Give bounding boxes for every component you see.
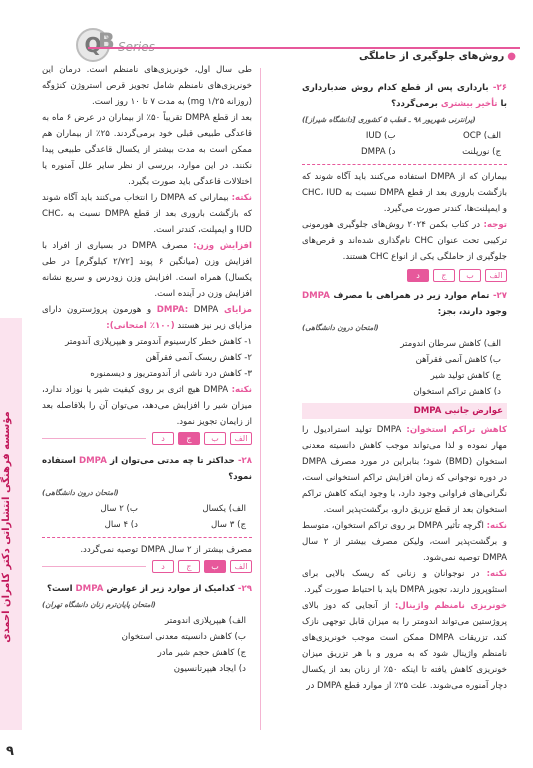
chapter-title <box>359 51 516 62</box>
logo-q-circle: Q <box>76 28 110 62</box>
divider-line <box>42 566 146 567</box>
option-a: الف) یکسال <box>202 504 246 514</box>
note-text: DMPA هیچ اثری بر روی کیفیت شیر یا نوزاد ندارد، میزان شیر را افزایش می‌دهد، می‌توان آن را بلافاصله بعد از زایمان تجویز نمود. <box>42 385 252 427</box>
answer-c: ج <box>433 269 455 282</box>
exam-tag: (۱۰۰٪ امتحانی): <box>106 321 175 331</box>
question-source: (پرانترنی شهریور ۹۸ ـ قطب ۵ کشوری [دانشگاه شیراز]) <box>302 115 476 124</box>
option-c: ج) ۳ سال <box>210 520 246 530</box>
subheading-label: مزایای DMPA: <box>156 305 252 315</box>
logo-series-text: Series <box>118 40 155 54</box>
answer-bar <box>42 432 252 445</box>
note-paragraph <box>302 518 507 566</box>
divider-line <box>42 438 146 439</box>
option-a: الف) OCP <box>463 131 501 141</box>
subheading-label: کاهش تراکم استخوان: <box>406 425 507 435</box>
answer-d-correct: د <box>407 269 429 282</box>
answer-row <box>152 432 252 445</box>
option-b: ب) IUD <box>365 131 396 141</box>
bullet-icon: ● <box>507 51 516 62</box>
option-c: ج) کاهش تولید شیر <box>430 371 501 381</box>
answer-row <box>152 560 252 573</box>
right-column <box>302 80 507 694</box>
paragraph-text: از آنجایی که دوز بالای پروژستین می‌تواند اندومتر را به میزان قابل توجهی نازک کند، تزریقات DMPA ممکن است موجب خونریزی‌های نامنظم واژینال شود که به مرور و با هر تزریق میزان خونریزی کاهش یافته تا اینکه ۵۰٪ از زنان بعد از یکسال دچار آمنوره می‌شوند. علت ۲۵٪ از موارد قطع DMPA در <box>302 601 507 691</box>
answer-row <box>302 269 507 282</box>
paragraph: بعد از قطع DMPA تقریباً ۵۰٪ از بیماران در عرض ۶ ماه به قاعدگی طبیعی قبلی خود برمی‌گردند. ۲۵٪ از بیماران هم ممکن است به مدت بیشتر از یکسال قاعدگی طبیعی پیدا نکنند. در این موارد، بررسی از نظر سایر علل آمنوره یا اختلالات قاعدگی باید صورت بگیرد. <box>42 113 253 187</box>
option-a: الف) هیپرپلازی اندومتر <box>165 616 246 626</box>
note-label: نکته: <box>486 521 507 531</box>
answer-d: د <box>152 432 174 445</box>
answer-b: ب <box>459 269 481 282</box>
note-label: نکته: <box>231 193 253 203</box>
question-number: ۲۸- <box>237 456 253 466</box>
advantages-paragraph <box>42 302 252 334</box>
option-c: ج) کاهش حجم شیر مادر <box>157 648 246 658</box>
explanation-paragraph: مصرف بیشتر از ۲ سال DMPA توصیه نمی‌گردد. <box>80 545 252 555</box>
separator <box>302 164 507 165</box>
list-item: ۲- کاهش ریسک آنمی فقرآهن <box>145 353 252 363</box>
chapter-title-text: روش‌های جلوگیری از حاملگی <box>359 51 505 62</box>
option-c: ج) نورپلنت <box>462 147 501 157</box>
note-paragraph <box>42 382 252 430</box>
question-text: تمام موارد زیر در همراهی با مصرف <box>333 291 490 301</box>
question-source: (امتحان درون دانشگاهی) <box>42 488 119 497</box>
option-d: د) کاهش تراکم استخوان <box>413 387 501 397</box>
option-b: ب) ۲ سال <box>100 504 138 514</box>
note-paragraph <box>302 217 507 265</box>
publisher-vertical-text: مؤسسه فرهنگی انتشاراتی دکتر کامران احمدی <box>1 411 12 643</box>
option-d: د) DMPA <box>361 147 396 157</box>
list-item: ۳- کاهش درد ناشی از آندومتریوز و دیسمنوره <box>90 369 252 379</box>
question-27-options <box>302 336 507 400</box>
option-b: ب) کاهش دانسیته معدنی استخوان <box>121 632 246 642</box>
question-26-title <box>302 80 507 112</box>
question-27-title <box>302 288 507 320</box>
subheading-label: خونریزی نامنظم واژینال: <box>394 601 508 611</box>
answer-b: ب <box>204 432 226 445</box>
question-text: وجود دارند، بجز: <box>437 307 507 317</box>
question-text: کدامیک از موارد زیر از عوارض <box>106 584 235 594</box>
answer-a: الف <box>485 269 507 282</box>
question-29-options <box>42 613 252 677</box>
question-highlight: تأخیر بیشتری <box>440 99 498 109</box>
page-number: ۹ <box>6 744 14 759</box>
section-heading-side-effects: عوارض جانبی DMPA <box>302 403 507 419</box>
question-highlight: DMPA <box>75 584 104 594</box>
question-text: استفاده نمود؟ <box>42 456 252 482</box>
question-highlight: DMPA <box>79 456 107 466</box>
paragraph: طی سال اول، خونریزی‌های نامنظم است. درمان این خونریزی‌های نامنظم شامل تجویز قرص استروژن کنژوگه (روزانه ۱/۲۵ mg) به مدت ۷ تا ۱۰ روز است. <box>42 65 252 107</box>
question-28-options <box>42 501 252 533</box>
answer-d: د <box>152 560 174 573</box>
list-item: ۱- کاهش خطر کارسینوم آندومتر و هیپرپلازی آندومتر <box>65 337 252 347</box>
answer-c: ج <box>178 560 200 573</box>
answer-c-correct: ج <box>178 432 200 445</box>
subheading-label: افزایش وزن: <box>193 241 253 251</box>
question-text: برمی‌گردد؟ <box>391 99 438 109</box>
answer-a: الف <box>230 432 252 445</box>
bone-density-paragraph <box>302 422 507 518</box>
note-text: در کتاب بکمن ۲۰۲۴ روش‌های جلوگیری هورمونی ترکیبی تحت عنوان CHC نام‌گذاری شده‌اند و قرص‌های جلوگیری از حاملگی یکی از انواع CHC هستند. <box>302 220 507 262</box>
bleeding-paragraph <box>302 598 507 694</box>
left-column <box>42 62 252 677</box>
advantages-list <box>42 334 252 382</box>
question-number: ۲۹- <box>237 584 252 594</box>
answer-bar <box>42 560 252 573</box>
paragraph-text: مصرف DMPA در بسیاری از افراد با افزایش وزن (میانگین ۶ پوند [۲/۷۲ کیلوگرم] در طی یکسال) همراه است. افزایش وزن زودرس و سریع نشانه افزایش وزن در آینده است. <box>42 241 252 299</box>
answer-b-correct: ب <box>204 560 226 573</box>
paragraph-text: DMPA تولید استرادیول را مهار نموده و لذا می‌تواند موجب کاهش دانسیته معدنی استخوان (BMD) شود؛ بنابراین در مورد مصرف DMPA در دوره نوجوانی که زمان افزایش تراکم استخوانی است، نگرانی‌های فراوانی وجود دارد، با وجود اینکه کاهش تراکم استخوان بعد از قطع تزریق دارو، برگشت‌پذیر است. <box>302 425 507 515</box>
note-label: نکته: <box>231 385 252 395</box>
note-paragraph <box>302 566 507 598</box>
question-highlight: DMPA <box>302 291 330 301</box>
question-text: بارداری پس از قطع کدام روش ضدبارداری با <box>302 83 507 109</box>
question-source: (امتحان پایان‌ترم زنان دانشگاه تهران) <box>42 600 156 609</box>
note-text: بیمارانی که DMPA را انتخاب می‌کنند باید آگاه شوند که بازگشت باروری بعد از قطع DMPA نسبت به CHC، IUD و ایمپلنت، کندتر است. <box>42 193 252 235</box>
option-a: الف) کاهش سرطان اندومتر <box>400 339 501 349</box>
option-d: د) ایجاد هیپرتانسیون <box>173 664 246 674</box>
logo-b-letter: B <box>98 30 115 55</box>
question-26-options <box>302 128 507 160</box>
note-paragraph <box>42 190 252 238</box>
note-label: نکته: <box>486 569 507 579</box>
separator <box>42 537 252 538</box>
question-29-title <box>42 581 252 597</box>
answer-a: الف <box>230 560 252 573</box>
question-28-title <box>42 453 252 485</box>
note-text: در نوجوانان و زنانی که ریسک بالایی برای استئوپروز دارند، تجویز DMPA باید با احتیاط صورت گیرد. <box>302 569 507 595</box>
question-text: است؟ <box>47 584 73 594</box>
column-divider <box>260 68 261 730</box>
question-number: ۲۶- <box>492 83 507 93</box>
question-text: حداکثر تا چه مدتی می‌توان از <box>110 456 235 466</box>
option-b: ب) کاهش آنمی فقرآهن <box>415 355 501 365</box>
note-label: توجه: <box>483 220 507 230</box>
note-text: اگرچه تأثیر DMPA بر روی تراکم استخوان، متوسط و برگشت‌پذیر است، ولیکن مصرف بیشتر از ۲ سال DMPA توصیه نمی‌شود. <box>302 521 507 563</box>
option-d: د) ۴ سال <box>104 520 138 530</box>
weight-gain-paragraph <box>42 238 252 302</box>
question-number: ۲۷- <box>492 291 508 301</box>
question-source: (امتحان درون دانشگاهی) <box>302 323 379 332</box>
paragraph-text: DMPA و هورمون پروژسترون دارای مزایای زیر نیز هستند <box>42 305 252 331</box>
explanation-paragraph: بیماران که از DMPA استفاده می‌کنند باید آگاه شوند که بازگشت باروری بعد از قطع DMPA نسبت به CHC، IUD و ایمپلنت‌ها، کندتر صورت می‌گیرد. <box>302 172 507 214</box>
